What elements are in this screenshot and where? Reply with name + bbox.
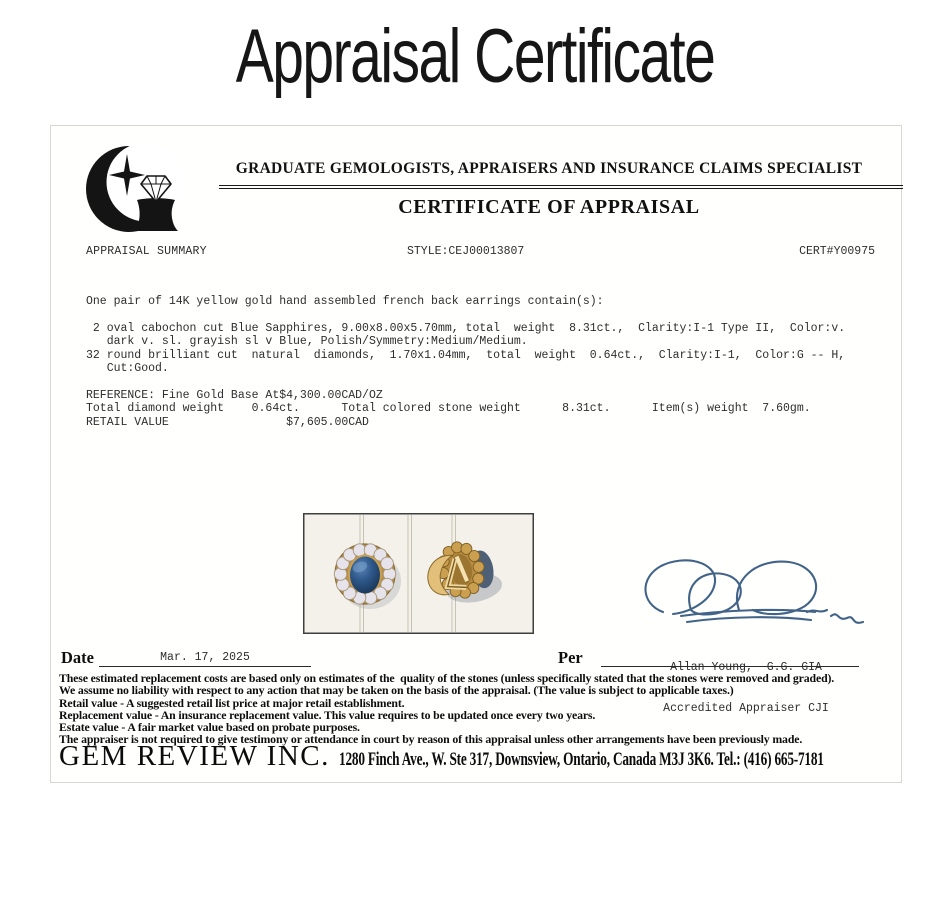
date-value: Mar. 17, 2025 xyxy=(99,649,311,667)
note-line: Estate value - A fair market value based on probate purposes. xyxy=(59,720,360,735)
earrings-photo xyxy=(303,513,534,634)
note-line: Retail value - A suggested retail list price at major retail establishment. xyxy=(59,695,405,710)
header-double-rule xyxy=(219,185,903,189)
appraisal-summary-label: APPRAISAL SUMMARY xyxy=(86,245,207,258)
note-line: We assume no liability with respect to any action that may be taken on the basis of the appraisal. (The value is subject to applicable taxes.) xyxy=(59,683,734,698)
body-line: One pair of 14K yellow gold hand assembled french back earrings contain(s): xyxy=(86,295,604,308)
note-line: The appraiser is not required to give testimony or attendance in court by reason of this appraisal unless other arrangements have been previously made. xyxy=(59,732,803,747)
company-footer xyxy=(59,740,950,773)
body-line xyxy=(86,375,845,388)
body-line: Total diamond weight 0.64ct. Total colored stone weight 8.31ct. Item(s) weight 7.60gm. xyxy=(86,402,811,416)
body-line: 2 oval cabochon cut Blue Sapphires, 9.00x8.00x5.70mm, total weight 8.31ct., Clarity:I-1 Type II, Color:v. xyxy=(86,321,846,335)
certificate-sheet xyxy=(50,125,902,783)
organization-line: GRADUATE GEMOLOGISTS, APPRAISERS AND INSURANCE CLAIMS SPECIALIST xyxy=(235,160,863,177)
appraiser-name: Allan Young, G.G. GIA xyxy=(670,661,822,674)
note-line: These estimated replacement costs are based only on estimates of the quality of the stones (unless specifically stated that the stones were removed and graded). xyxy=(59,671,835,685)
body-line xyxy=(86,308,845,321)
note-line: Replacement value - An insurance replacement value. This value requires to be updated once every two years. xyxy=(59,707,596,722)
disclaimer-notes xyxy=(59,672,899,746)
date-label: Date xyxy=(61,648,94,667)
certificate-title: CERTIFICATE OF APPRAISAL xyxy=(398,196,700,218)
body-line: 32 round brilliant cut natural diamonds, 1.70x1.04mm, total weight 0.64ct., Clarity:I-1, Color:G -- H, xyxy=(86,348,846,362)
per-label: Per xyxy=(558,648,583,667)
appraiser-title: Accredited Appraiser CJI xyxy=(663,701,829,715)
body-line: dark v. sl. grayish sl v Blue, Polish/Symmetry:Medium/Medium. xyxy=(86,335,528,349)
cert-number: CERT#Y00975 xyxy=(799,245,875,258)
company-address: 1280 Finch Ave., W. Ste 317, Downsview, Ontario, Canada M3J 3K6. Tel.: (416) 665-7181 xyxy=(338,749,824,770)
appraiser-signature xyxy=(629,552,869,644)
style-number: STYLE:CEJ00013807 xyxy=(407,245,525,258)
company-name: GEM REVIEW INC. xyxy=(59,740,330,772)
gem-logo-icon xyxy=(86,141,189,237)
body-line: Cut:Good. xyxy=(86,362,169,376)
per-signature-line xyxy=(601,649,859,667)
body-line: RETAIL VALUE $7,605.00CAD xyxy=(86,415,369,429)
appraisal-description xyxy=(86,295,845,429)
page-title: Appraisal Certificate xyxy=(235,14,715,99)
body-line: REFERENCE: Fine Gold Base At$4,300.00CAD/OZ xyxy=(86,388,383,402)
